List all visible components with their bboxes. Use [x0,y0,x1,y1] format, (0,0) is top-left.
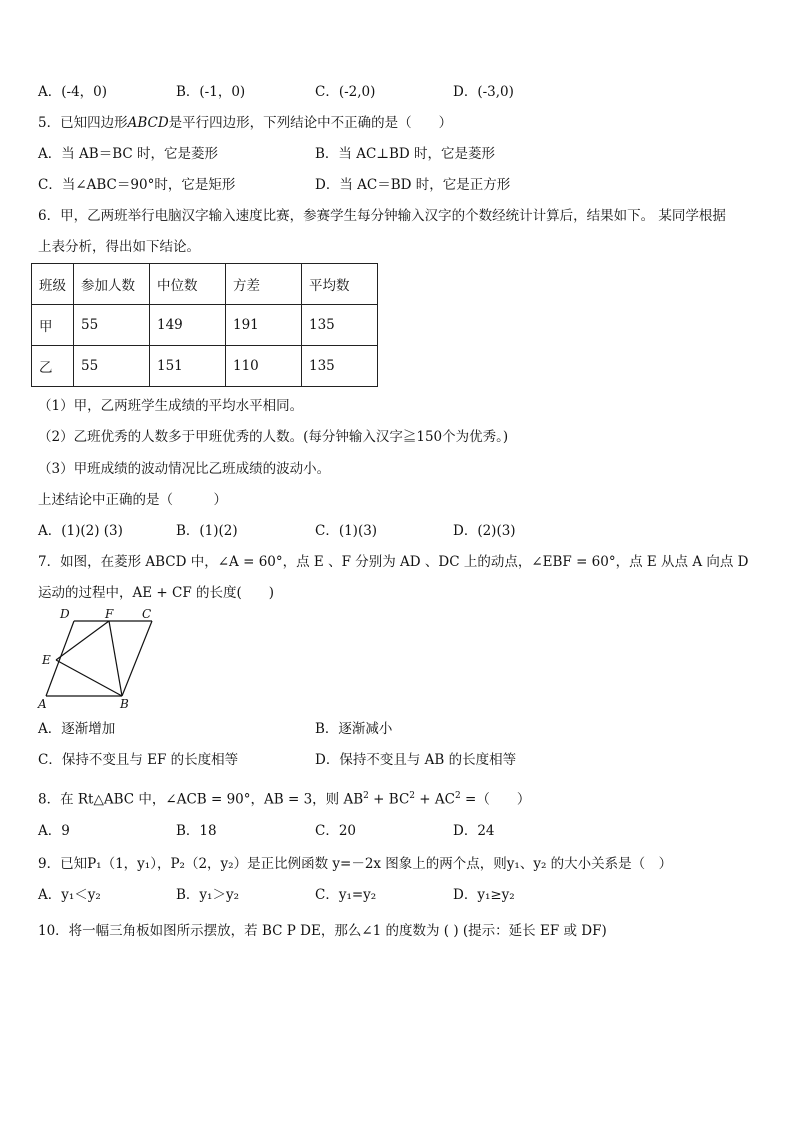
table-header-cell: 参加人数 [74,264,150,305]
q4-option-a: A．(-4，0) [38,84,108,100]
q8-option-d: D．24 [453,823,495,839]
q8-square-1: 2 [363,791,369,801]
rhombus-edge-bc [122,621,152,696]
table-cell: 149 [150,305,226,346]
table-cell: 191 [226,305,302,346]
segment-ef [56,621,109,660]
table-header-cell: 方差 [226,264,302,305]
q9-option-c: C．y₁=y₂ [315,887,377,903]
segment-eb [56,660,122,696]
q6-conclusion-2: （2）乙班优秀的人数多于甲班优秀的人数。(每分钟输入汉字≧150个为优秀。) [38,429,509,445]
q8-stem [38,787,530,809]
q8-square-3: 2 [455,791,461,801]
table-cell: 乙 [32,346,74,387]
q8-stem-part-b: + BC [368,791,410,808]
q5-option-b: B．当 AC⊥BD 时，它是菱形 [315,146,496,162]
segment-fb [109,621,122,696]
q7-option-c: C．保持不变且与 EF 的长度相等 [38,752,239,768]
q7-option-a: A．逐渐增加 [38,721,116,737]
q6-option-d: D．(2)(3) [453,523,516,539]
q9-option-a: A．y₁＜y₂ [38,887,101,903]
table-cell: 135 [302,305,378,346]
q7-rhombus-figure [34,604,164,710]
table-header-cell: 班级 [32,264,74,305]
q7-stem-line2: 运动的过程中，AE + CF 的长度( ) [38,585,275,601]
q9-stem: 9．已知P₁（1，y₁），P₂（2，y₂）是正比例函数 y=－2x 图象上的两个点，则y₁、y₂ 的大小关系是（ ） [38,856,673,872]
q5-option-a: A．当 AB＝BC 时，它是菱形 [38,146,219,162]
table-cell: 55 [74,305,150,346]
q6-conclusion-3: （3）甲班成绩的波动情况比乙班成绩的波动小。 [38,461,331,477]
q6-stem-line1: 6．甲，乙两班举行电脑汉字输入速度比赛，参赛学生每分钟输入汉字的个数经统计计算后，结果如下。 某同学根据 [38,208,726,224]
q8-stem-part-d: =（ ） [460,791,531,808]
table-row [32,346,378,387]
label-d: D [60,607,70,621]
table-row [32,305,378,346]
q6-conclusion-1: （1）甲，乙两班学生成绩的平均水平相同。 [38,398,304,414]
q8-stem-part-a: 8．在 Rt△ABC 中，∠ACB = 90°，AB = 3，则 AB [38,791,364,808]
q8-option-a: A．9 [38,823,70,839]
q7-option-b: B．逐渐减小 [315,721,393,737]
q6-stem-line2: 上表分析，得出如下结论。 [38,239,200,255]
table-header-row [32,264,378,305]
table-header-cell: 平均数 [302,264,378,305]
q7-stem-line1: 7．如图，在菱形 ABCD 中，∠A = 60°，点 E 、F 分别为 AD 、DC 上的动点，∠EBF = 60°，点 E 从点 A 向点 D [38,554,749,570]
q8-option-b: B．18 [176,823,217,839]
q5-option-d: D．当 AC＝BD 时，它是正方形 [315,177,511,193]
q5-stem-text-a: 5．已知四边形 [38,115,128,131]
q6-question: 上述结论中正确的是（ ） [38,492,227,508]
q6-option-c: C．(1)(3) [315,523,378,539]
q5-stem [38,114,452,132]
q5-option-c: C．当∠ABC＝90°时，它是矩形 [38,177,236,193]
q9-option-d: D．y₁≥y₂ [453,887,515,903]
q6-option-b: B．(1)(2) [176,523,238,539]
q5-stem-text-b: 是平行四边形，下列结论中不正确的是（ ） [168,115,453,131]
q4-option-d: D．(-3,0) [453,84,514,100]
table-cell: 135 [302,346,378,387]
label-c: C [142,607,152,621]
label-f: F [105,607,114,621]
q6-table [31,263,378,387]
q7-option-d: D．保持不变且与 AB 的长度相等 [315,752,517,768]
q4-option-c: C．(-2,0) [315,84,376,100]
label-e: E [42,653,51,667]
label-a: A [38,697,47,710]
q8-square-2: 2 [409,791,416,801]
q8-stem-part-c: + AC [415,791,455,808]
table-cell: 55 [74,346,150,387]
table-header-cell: 中位数 [150,264,226,305]
table-cell: 110 [226,346,302,387]
q8-option-c: C．20 [315,823,357,839]
q6-option-a: A．(1)(2) (3) [38,523,123,539]
q4-option-b: B．(-1，0) [176,84,246,100]
q9-option-b: B．y₁＞y₂ [176,887,239,903]
table-cell: 151 [150,346,226,387]
label-b: B [120,697,129,710]
q5-stem-var: ABCD [127,115,169,131]
q10-stem: 10．将一幅三角板如图所示摆放，若 BC P DE，那么∠1 的度数为 ( ) (提示：延长 EF 或 DF) [38,923,607,939]
table-cell: 甲 [32,305,74,346]
